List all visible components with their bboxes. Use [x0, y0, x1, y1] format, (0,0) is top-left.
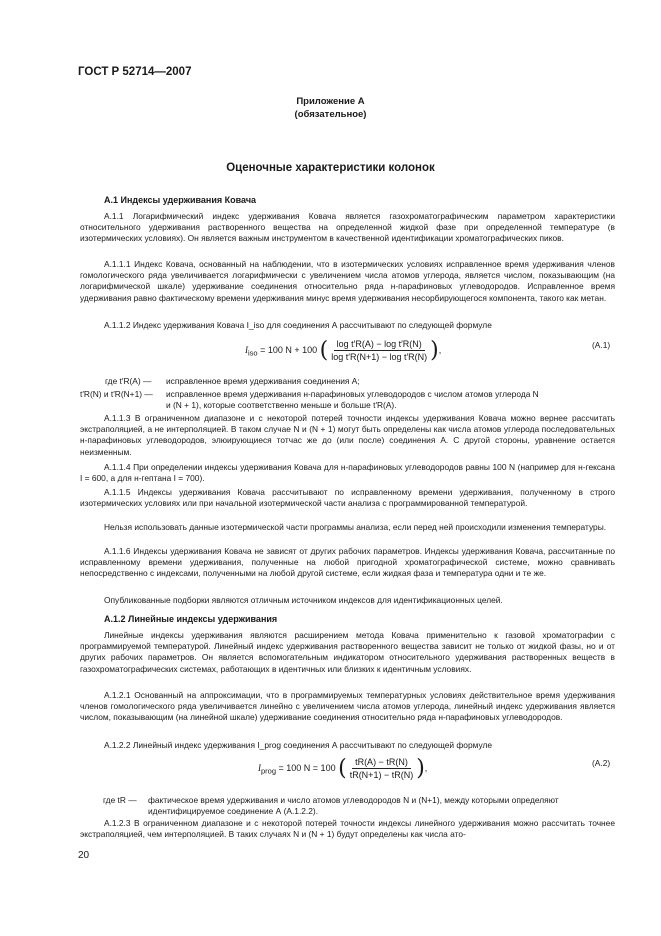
main-title: Оценочные характеристики колонок: [226, 162, 435, 174]
paragraph-a1-1-2: А.1.1.2 Индекс удерживания Ковача I_iso для соединения А рассчитывают по следующей формуле: [104, 320, 492, 330]
paragraph-a1-1-3: А.1.1.3 В ограниченном диапазоне и с некоторой потерей точности индексы удерживания Ковача можно вернее рассчитать экстраполяцией, а не интерполяцией. В таком случае N и (N + 1) могут быть определены как числа атомов углерода последовательных н-парафиновых углеводородов, элюирующиеся тотчас же до (или после) соединения А. С другой стороны, уравнение остается неизменным.: [80, 413, 615, 457]
formula-a2-fraction: [347, 757, 417, 780]
paragraph-a1-2-2: А.1.2.2 Линейный индекс удерживания I_prog соединения А рассчитывают по следующей формуле: [104, 740, 493, 750]
paragraph-a1-2: Линейные индексы удерживания являются расширением метода Ковача применительно к газовой хроматографии с программируемой температурой. Линейный индекс удерживания растворенного вещества зависит не только от жидкой фазы, но и от других рабочих параметров. Он является вспомогательным индикатором относительного удерживания растворенных веществ в газохроматографических системах, работающих в идентичных или близких к идентичным условиях.: [80, 630, 615, 674]
formula-a2: $I_{prog} = 100$ N = 100 ( $\frac{tR(A) - tR(N)}{tR(N+1) - tR(N)}$ ),: [258, 756, 428, 781]
paragraph-a1-2-3: А.1.2.3 В ограниченном диапазоне и с некоторой потерей точности индексы линейного удерживания можно рассчитать точнее экстраполяцией, чем интерполяцией. В таких случаях N и (N + 1) будут определены как числа ато-: [80, 818, 615, 840]
paragraph-a1-1-5: А.1.1.5 Индексы удерживания Ковача рассчитывают по исправленному времени удерживания, полученному в строго изотермических условиях или при начальной изотермической части анализа с программированной температурой.: [80, 487, 615, 509]
appendix-status: (обязательное): [294, 109, 367, 120]
formula-a2-open-paren: (: [338, 756, 347, 781]
def-a1-symbol-2: t′R(N) и t′R(N+1) —: [80, 389, 153, 399]
formula-a2-close-paren: ): [416, 756, 425, 781]
formula-a1-lhs-sub: iso: [248, 348, 258, 358]
formula-a1-number: (А.1): [592, 340, 611, 350]
formula-a2-number: (А.2): [592, 758, 611, 768]
def-a1-text-2b: и (N + 1), которые соответственно меньше и больше t′R(A).: [166, 400, 397, 410]
paragraph-a1-1: А.1.1 Логарифмический индекс удерживания Ковача является газохроматографическим параметром характеристики относительного удерживания растворенного вещества на определенной жидкой фазе при определенной температуре (в изотермических условиях). Он является важным инструментом в качественной идентификации хроматографических пиков.: [80, 211, 615, 244]
formula-a1-numerator: log t′R(A) − log t′R(N): [334, 339, 425, 351]
def-a2-text-1a: фактическое время удерживания и число атомов углеводородов N и (N+1), между которыми определяют: [148, 795, 559, 805]
def-a1-where: где t′R(A) —: [105, 376, 152, 386]
paragraph-a1-2-1: А.1.2.1 Основанный на аппроксимации, что в программируемых температурных условиях действительное время удерживания членов гомологического ряда увеличивается линейно с увеличением числа атомов углерода, линейный индекс удерживания является числом, показывающим (на линейной шкале) удерживание соединения относительно ряда н-парафиновых углеводородов.: [80, 690, 615, 723]
paragraph-a1-1-4: А.1.1.4 При определении индексы удерживания Ковача для н-парафиновых углеводородов равны 100 N (например для н-гексана I = 600, а для н-гептана I = 700).: [80, 462, 615, 484]
formula-a1-denominator: log t′R(N+1) − log t′R(N): [331, 352, 428, 362]
paragraph-a1-1-6: А.1.1.6 Индексы удерживания Ковача не зависят от других рабочих параметров. Индексы удерживания Ковача, рассчитанные по исправленному времени удерживания, полученные на любой пригодной хроматографической системе, можно сравнивать непосредственно с индексами, полученными на любой другой системе, если жидкая фаза и температура одни и те же.: [80, 546, 615, 579]
formula-a1-close-paren: ): [430, 338, 439, 363]
formula-a1: $I_{iso} = 100$ N + 100 ( $\frac{\text{log t′R(A) − log t′R(N)}}{\text{log t′R(N+1) − log t′R(N)}}$ ),: [245, 338, 442, 363]
page-number: 20: [78, 850, 90, 861]
def-a2-where: где tR —: [103, 795, 137, 805]
formula-a2-lhs: I: [258, 762, 261, 773]
formula-a2-prefix: = 100 N = 100: [278, 762, 336, 773]
def-a2-text-1b: идентифицируемое соединение А (А.1.2.2).: [148, 806, 319, 816]
paragraph-publications: Опубликованные подборки являются отличным источником индексов для идентификационных целей.: [104, 595, 503, 605]
formula-a1-lhs: I: [245, 344, 248, 355]
section-heading-a12: А.1.2 Линейные индексы удерживания: [104, 614, 278, 624]
formula-a2-numerator: tR(A) − tR(N): [352, 757, 411, 769]
formula-a1-open-paren: (: [319, 338, 329, 363]
def-a1-text-1: исправленное время удерживания соединения А;: [166, 376, 360, 386]
standard-header: ГОСТ Р 52714—2007: [78, 66, 192, 78]
paragraph-a1-1-1: А.1.1.1 Индекс Ковача, основанный на наблюдении, что в изотермических условиях исправленное время удерживания членов гомологического ряда увеличивается логарифмически с увеличением числа атомов углерода, является числом, показывающим (на логарифмической шкале) удерживание соединения относительно ряда н-парафиновых углеводородов. Исправленное время удерживания равно фактическому времени удерживания минус время удерживания несорбирующегося компонента, такого как метан.: [80, 259, 615, 303]
def-a1-text-2a: исправленное время удерживания н-парафиновых углеводородов с числом атомов углерода N: [166, 389, 539, 399]
formula-a1-fraction: [328, 339, 430, 362]
section-heading-a1: А.1 Индексы удерживания Ковача: [104, 195, 257, 205]
appendix-title: Приложение А: [296, 96, 365, 107]
formula-a1-prefix: = 100 N + 100: [260, 344, 318, 355]
formula-a2-denominator: tR(N+1) − tR(N): [349, 770, 414, 780]
paragraph-a1-1-5-note: Нельзя использовать данные изотермической части программы анализа, если перед ней происходили изменения температуры.: [104, 522, 607, 532]
formula-a2-lhs-sub: prog: [261, 766, 277, 776]
